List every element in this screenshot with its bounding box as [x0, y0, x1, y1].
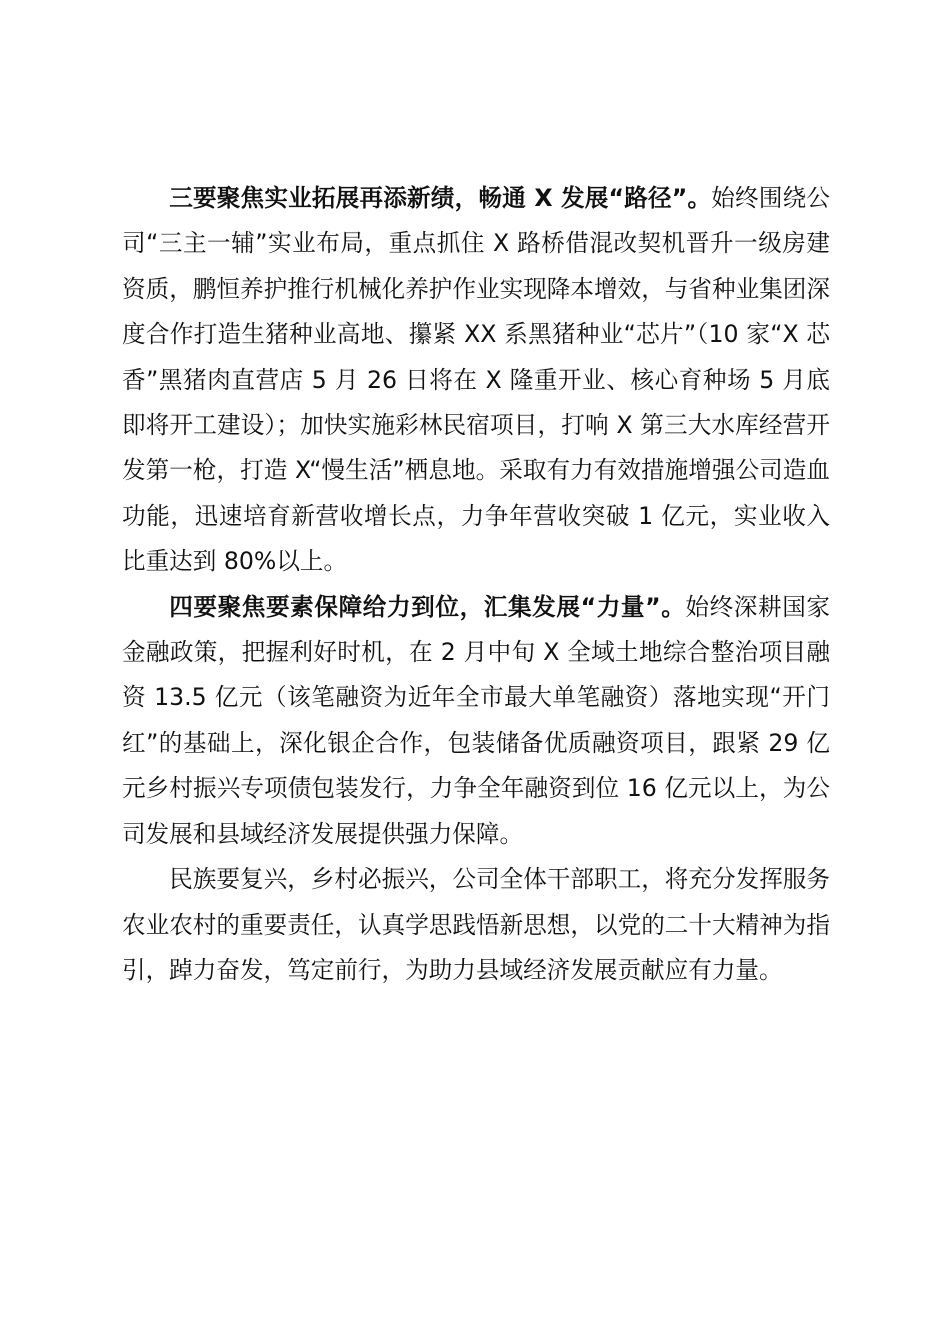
paragraph-text: 始终深耕国家金融政策，把握利好时机，在 2 月中旬 X 全域土地综合整治项目融资 13.5 亿元（该笔融资为近年全市最大单笔融资）落地实现“开门红”的基础上，深化银企合作，包装储备优质融资项目，跟紧 29 亿元乡村振兴专项债包装发行，力争全年融资到位 16 亿元以上，为公司发展和县域经济发展提供强力保障。	[122, 592, 830, 848]
paragraph-lead-heading: 三要聚焦实业拓展再添新绩，畅通 X 发展“路径”。	[169, 184, 712, 212]
paragraph-3-focus-industry	[122, 176, 830, 585]
paragraph-lead-heading: 四要聚焦要素保障给力到位，汇集发展“力量”。	[169, 592, 686, 621]
paragraph-text: 始终围绕公司“三主一辅”实业布局，重点抓住 X 路桥借混改契机晋升一级房建资质，鹏恒养护推行机械化养护作业实现降本增效，与省种业集团深度合作打造生猪种业高地、攥紧 XX 系黑猪种业“芯片”（10 家“X 芯香”黑猪肉直营店 5 月 26 日将在 X 隆重开业、核心育种场 5 月底即将开工建设）；加快实施彩林民宿项目，打响 X 第三大水库经营开发第一枪，打造 X“慢生活”栖息地。采取有力有效措施增强公司造血功能，迅速培育新营收增长点，力争年营收突破 1 亿元，实业收入比重达到 80%以上。	[122, 184, 830, 576]
paragraph-conclusion	[122, 857, 830, 993]
paragraph-text: 民族要复兴，乡村必振兴，公司全体干部职工，将充分发挥服务农业农村的重要责任，认真学思践悟新思想，以党的二十大精神为指引，踔力奋发，笃定前行，为助力县域经济发展贡献应有力量。	[122, 865, 830, 984]
paragraph-4-focus-factors	[122, 585, 830, 857]
document-body	[122, 176, 830, 993]
